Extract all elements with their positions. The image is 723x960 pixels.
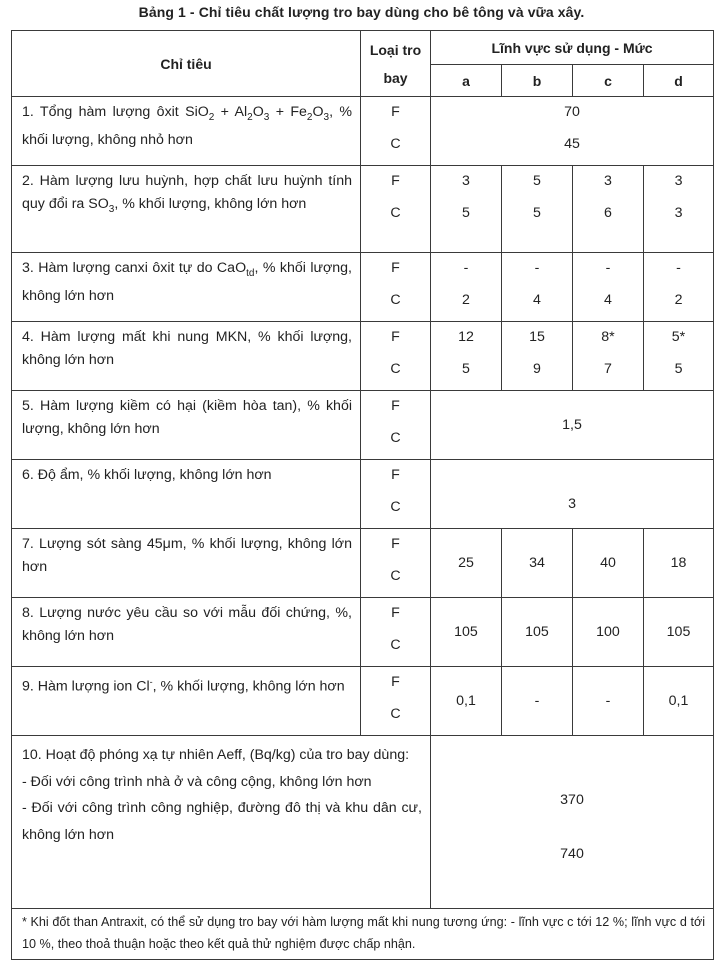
header-ash-type: Loại tro bay bbox=[361, 31, 431, 97]
table-row bbox=[12, 97, 714, 166]
row-criteria: 1. Tổng hàm lượng ôxit $SiO_2 + Al_2O_3 + Fe_2O_3$, % khối lượng, không nhỏ hơn bbox=[12, 97, 361, 166]
footnote-row bbox=[12, 909, 714, 960]
row-criteria: 5. Hàm lượng kiềm có hại (kiềm hòa tan), % khối lượng, không lớn hơn bbox=[12, 391, 361, 460]
quality-table bbox=[11, 30, 714, 960]
table-title: Bảng 1 - Chỉ tiêu chất lượng tro bay dùng cho bê tông và vữa xây. bbox=[138, 4, 585, 20]
cell-a: 25 bbox=[431, 529, 502, 598]
cell-c: 100 bbox=[573, 598, 644, 667]
table-row bbox=[12, 598, 714, 667]
row-ash-types: F C bbox=[361, 460, 431, 529]
footnote: * Khi đốt than Antraxit, có thể sử dụng tro bay với hàm lượng mất khi nung tương ứng: - lĩnh vực c tới 12 %; lĩnh vực d tới 10 %, theo thoả thuận hoặc theo kết quả thử nghiệm được chấp nhận. bbox=[12, 909, 714, 960]
row-ash-types: F C bbox=[361, 391, 431, 460]
row-ash-types: F C bbox=[361, 322, 431, 391]
row-ash-types: F C bbox=[361, 529, 431, 598]
table-row bbox=[12, 529, 714, 598]
row-criteria: 7. Lượng sót sàng 45μm, % khối lượng, không lớn hơn bbox=[12, 529, 361, 598]
cell-d: 0,1 bbox=[644, 667, 714, 736]
row-ash-types: F C bbox=[361, 667, 431, 736]
table-row bbox=[12, 253, 714, 322]
cell-c: 40 bbox=[573, 529, 644, 598]
row-ash-types: F C bbox=[361, 253, 431, 322]
table-row bbox=[12, 391, 714, 460]
row-criteria: 2. Hàm lượng lưu huỳnh, hợp chất lưu huỳnh tính quy đổi ra $SO_3$, % khối lượng, không lớn hơn bbox=[12, 166, 361, 253]
row-ash-types: F C bbox=[361, 598, 431, 667]
table-row bbox=[12, 667, 714, 736]
cell-d: 5* 5 bbox=[644, 322, 714, 391]
row-criteria: 8. Lượng nước yêu cầu so với mẫu đối chứng, %, không lớn hơn bbox=[12, 598, 361, 667]
cell-a: 0,1 bbox=[431, 667, 502, 736]
cell-b: - 4 bbox=[502, 253, 573, 322]
table-row bbox=[12, 322, 714, 391]
cell-c: 8* 7 bbox=[573, 322, 644, 391]
row-criteria: 3. Hàm lượng canxi ôxit tự do CaO$_{td}$, % khối lượng, không lớn hơn bbox=[12, 253, 361, 322]
cell-b: - bbox=[502, 667, 573, 736]
cell-b: 105 bbox=[502, 598, 573, 667]
cell-c: 3 6 bbox=[573, 166, 644, 253]
header-level-d: d bbox=[644, 65, 714, 97]
row-criteria: 4. Hàm lượng mất khi nung MKN, % khối lượng, không lớn hơn bbox=[12, 322, 361, 391]
cell-d: 105 bbox=[644, 598, 714, 667]
table-row bbox=[12, 460, 714, 529]
cell-a: 3 5 bbox=[431, 166, 502, 253]
cell-b: 34 bbox=[502, 529, 573, 598]
row-value: 3 bbox=[431, 460, 714, 529]
cell-b: 5 5 bbox=[502, 166, 573, 253]
cell-d: 18 bbox=[644, 529, 714, 598]
row-criteria: 10. Hoạt độ phóng xạ tự nhiên Aeff, (Bq/kg) của tro bay dùng: - Đối với công trình nhà ở và công cộng, không lớn hơn - Đối với công trình công nghiệp, đường đô thị và khu dân cư, không lớn hơn bbox=[12, 736, 431, 909]
cell-a: 105 bbox=[431, 598, 502, 667]
row-ash-types: F C bbox=[361, 97, 431, 166]
cell-a: - 2 bbox=[431, 253, 502, 322]
row-value: 70 45 bbox=[431, 97, 714, 166]
row-criteria: 9. Hàm lượng ion Cl-, % khối lượng, không lớn hơn bbox=[12, 667, 361, 736]
header-level-a: a bbox=[431, 65, 502, 97]
table-row bbox=[12, 736, 714, 909]
cell-d: - 2 bbox=[644, 253, 714, 322]
cell-c: - 4 bbox=[573, 253, 644, 322]
cell-b: 15 9 bbox=[502, 322, 573, 391]
row-value: 370 740 bbox=[431, 736, 714, 909]
row-ash-types: F C bbox=[361, 166, 431, 253]
header-level-b: b bbox=[502, 65, 573, 97]
row-value: 1,5 bbox=[431, 391, 714, 460]
cell-a: 12 5 bbox=[431, 322, 502, 391]
cell-c: - bbox=[573, 667, 644, 736]
cell-d: 3 3 bbox=[644, 166, 714, 253]
row-criteria: 6. Độ ẩm, % khối lượng, không lớn hơn bbox=[12, 460, 361, 529]
header-level-c: c bbox=[573, 65, 644, 97]
table-row bbox=[12, 166, 714, 253]
header-field: Lĩnh vực sử dụng - Mức bbox=[431, 31, 714, 65]
header-criteria: Chỉ tiêu bbox=[12, 31, 361, 97]
